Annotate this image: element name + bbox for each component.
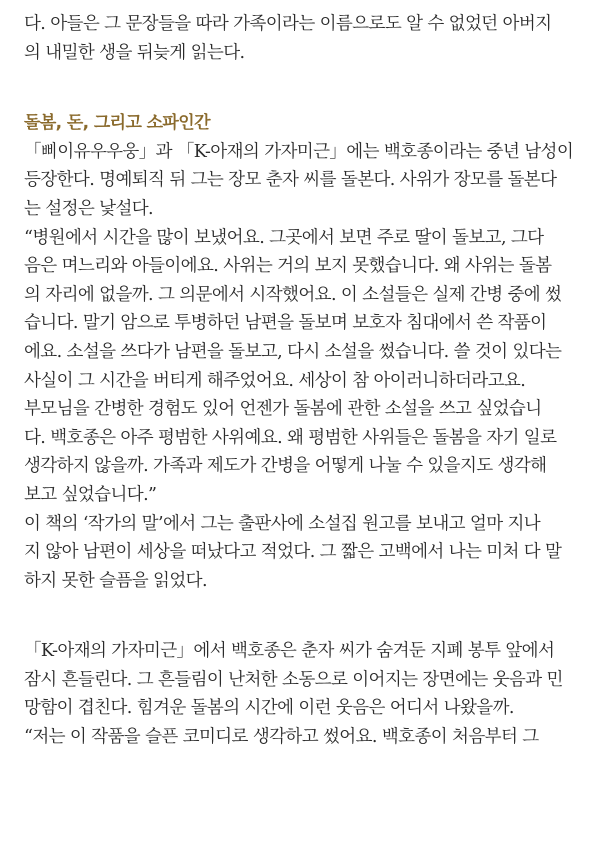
paragraph-line: 「삐이유우우웅」과 「K-아재의 가자미근」에는 백호종이라는 중년 남성이 <box>24 141 574 162</box>
section-heading: 돌봄, 돈, 그리고 소파인간 <box>24 113 210 134</box>
paragraph-line: 지 않아 남편이 세상을 떠났다고 적었다. 그 짧은 고백에서 나는 미처 다 말 <box>24 542 562 563</box>
spacer <box>24 595 594 637</box>
paragraph-line: 부모님을 간병한 경험도 있어 언젠가 돌봄에 관한 소설을 쓰고 싶었습니 <box>24 399 542 420</box>
paragraph-line: 음은 며느리와 아들이에요. 사위는 거의 보지 못했습니다. 왜 사위는 돌봄 <box>24 256 552 277</box>
paragraph-line: 생각하지 않을까. 가족과 제도가 간병을 어떻게 나눌 수 있을지도 생각해 <box>24 456 547 477</box>
paragraph-line: 습니다. 말기 암으로 투병하던 남편을 돌보며 보호자 침대에서 쓴 작품이 <box>24 313 547 334</box>
paragraph-line: 잠시 흔들린다. 그 흔들림이 난처한 소동으로 이어지는 장면에는 웃음과 민 <box>24 669 563 690</box>
paragraph-line: 다. 아들은 그 문장들을 따라 가족이라는 이름으로도 알 수 없었던 아버지 <box>24 14 552 34</box>
paragraph-line: 등장한다. 명예퇴직 뒤 그는 장모 춘자 씨를 돌본다. 사위가 장모를 돌본다 <box>24 170 557 191</box>
paragraph-line: 의 내밀한 생을 뒤늦게 읽는다. <box>24 42 245 63</box>
paragraph-line: 이 책의 ‘작가의 말’에서 그는 출판사에 소설집 원고를 보내고 얼마 지나 <box>24 513 541 534</box>
paragraph-line: 는 설정은 낯설다. <box>24 198 154 219</box>
paragraph-line: 다. 백호종은 아주 평범한 사위예요. 왜 평범한 사위들은 돌봄을 자기 일로 <box>24 427 557 448</box>
paragraph-line: 「K-아재의 가자미근」에서 백호종은 춘자 씨가 숨겨둔 지폐 봉투 앞에서 <box>24 641 555 662</box>
paragraph-line: 사실이 그 시간을 버티게 해주었어요. 세상이 참 아이러니하더라고요. <box>24 370 526 391</box>
paragraph-line: 보고 싶었습니다.” <box>24 484 157 505</box>
paragraph-line: 의 자리에 없을까. 그 의문에서 시작했어요. 이 소설들은 실제 간병 중에 썼 <box>24 284 562 305</box>
paragraph-line: “저는 이 작품을 슬픈 코미디로 생각하고 썼어요. 백호종이 처음부터 그 <box>24 727 539 748</box>
paragraph-line: 망함이 겹친다. 힘겨운 돌봄의 시간에 이런 웃음은 어디서 나왔을까. <box>24 698 514 719</box>
paragraph-line: 에요. 소설을 쓰다가 남편을 돌보고, 다시 소설을 썼습니다. 쓸 것이 있다는 <box>24 341 562 362</box>
paragraph-line: “병원에서 시간을 많이 보냈어요. 그곳에서 보면 주로 딸이 돌보고, 그다 <box>24 227 544 248</box>
paragraph-line: 하지 못한 슬픔을 읽었다. <box>24 570 207 591</box>
spacer <box>24 67 594 109</box>
